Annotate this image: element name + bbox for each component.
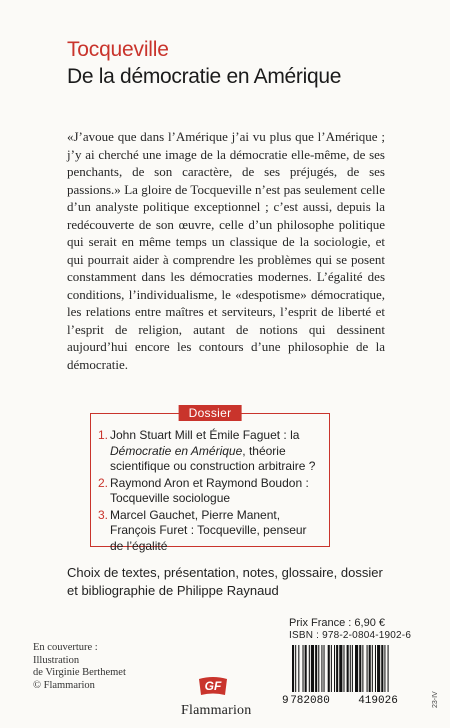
barcode-bar (309, 645, 310, 692)
dossier-item-text: Raymond Aron et Raymond Boudon : Tocqueville sociologue (110, 475, 309, 505)
side-code: 23-IV (432, 691, 439, 708)
barcode-bar (334, 645, 335, 692)
dossier-list (98, 428, 323, 555)
barcode-bar (367, 645, 368, 692)
barcode-bar (355, 645, 358, 692)
barcode-bar (298, 645, 299, 692)
dossier-item (98, 476, 323, 507)
price-label: Prix France : 6,90 € (289, 617, 385, 629)
editorial-credits: Choix de textes, présentation, notes, glossaire, dossier et bibliographie de Philippe Raynaud (67, 565, 383, 598)
barcode-bar (347, 645, 349, 692)
barcode-bar (328, 645, 330, 692)
barcode-bar (321, 645, 322, 692)
barcode-bar (369, 645, 371, 692)
dossier-heading: Dossier (179, 405, 242, 421)
dossier-item-number: 3. (98, 507, 109, 522)
isbn-label: ISBN : 978-2-0804-1902-6 (289, 630, 412, 641)
barcode-bar (352, 645, 353, 692)
barcode-bar (311, 645, 314, 692)
barcode-bar (315, 645, 317, 692)
barcode-bar (305, 645, 307, 692)
barcode-bar (339, 645, 342, 692)
barcode-bar (372, 645, 373, 692)
dossier-box (90, 406, 330, 553)
dossier-item-text-end: , théorie scientifique ou construction arbitraire ? (110, 443, 316, 473)
barcode-bar (318, 645, 319, 692)
barcode-bar (359, 645, 361, 692)
barcode-bar (362, 645, 363, 692)
barcode-right-digits: 419026 (358, 695, 398, 705)
cover-credit (33, 642, 126, 692)
book-title: De la démocratie en Amérique (67, 65, 342, 88)
barcode-bar (324, 645, 325, 692)
dossier-item-italic-title: Démocratie en Amérique (110, 443, 243, 458)
barcode-bar (331, 645, 332, 692)
dossier-item (98, 428, 323, 475)
ean-barcode (280, 643, 430, 705)
barcode-bar (384, 645, 385, 692)
dossier-item (98, 508, 323, 555)
barcode-bars (292, 645, 389, 692)
barcode-bar (303, 645, 304, 692)
barcode-bar (350, 645, 351, 692)
cover-credit-line: Illustration (33, 654, 80, 666)
barcode-left-digits: 782080 (290, 695, 330, 705)
barcode-first-digit: 9 (282, 695, 289, 705)
publisher-name: Flammarion (181, 703, 252, 718)
barcode-bar (375, 645, 376, 692)
dossier-item-number: 1. (98, 428, 109, 442)
barcode-bar (377, 645, 380, 692)
dossier-item-text: Marcel Gauchet, Pierre Manent, François Furet : Tocqueville, penseur de l’égalité (110, 507, 307, 553)
author-name: Tocqueville (67, 38, 169, 61)
back-cover-blurb: «J’avoue que dans l’Amérique j’ai vu plus que l’Amérique ; j’y ai cherché une image de la démocratie elle-même, de ses penchants, de son caractère, de ses préjugés, de ses passions.» La gloire de Tocqueville n’est pas seulement celle d’un analyste politique exceptionnel ; c’est aussi, depuis la redécouverte de son œuvre, celle d’un philosophe politique qui serait en même temps un classique de la sociologie, et qui pourrait aider à comprendre les problèmes qui se posent constamment dans les démocraties modernes. L’égalité des conditions, l’individualisme, le «despotisme» démocratique, les relations entre maîtres et serviteurs, l’esprit de liberté et l’esprit de religion, autant de notions qui dessinent aujourd’hui encore les contours d’une philosophie de la démocratie. (67, 129, 385, 372)
barcode-bar (292, 645, 294, 692)
logo-letters: GF (204, 679, 222, 693)
barcode-bar (343, 645, 344, 692)
cover-credit-line: En couverture : (33, 642, 98, 653)
dossier-item-number: 2. (98, 475, 109, 490)
cover-credit-line: © Flammarion (33, 679, 95, 691)
barcode-bar (381, 645, 383, 692)
barcode-bar (388, 645, 389, 692)
dossier-item-text: John Stuart Mill et Émile Faguet : la (110, 428, 300, 442)
cover-credit-line: de Virginie Berthemet (33, 667, 126, 678)
gf-logo-icon (195, 675, 231, 697)
barcode-bar (336, 645, 338, 692)
barcode-bar (295, 645, 296, 692)
